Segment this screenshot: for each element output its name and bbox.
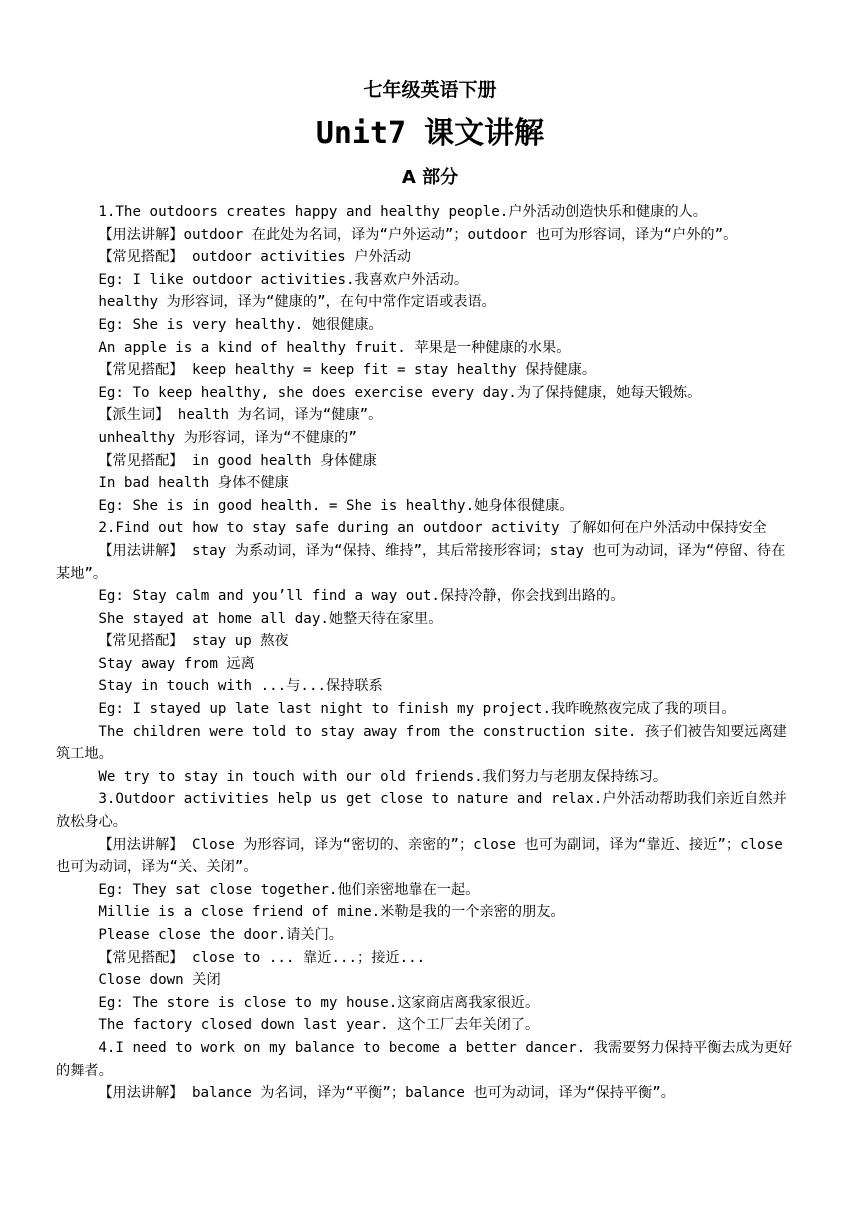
text-line: Eg: She is in good health. = She is healthy.她身体很健康。 bbox=[98, 497, 574, 514]
grade-heading: 七年级英语下册 bbox=[363, 79, 497, 101]
text-line: Millie is a close friend of mine.米勒是我的一个亲密的朋友。 bbox=[98, 904, 565, 921]
page-title: Unit7 课文讲解 bbox=[315, 116, 545, 151]
text-line: Eg: To keep healthy, she does exercise every day.为了保持健康，她每天锻炼。 bbox=[98, 384, 702, 401]
section-heading: A 部分 bbox=[401, 167, 459, 188]
text-line: She stayed at home all day.她整天待在家里。 bbox=[98, 610, 443, 627]
text-line: 【用法讲解】 balance 为名词，译为“平衡”；balance 也可为动词，译为“保持平衡”。 bbox=[98, 1085, 675, 1102]
text-line: 2.Find out how to stay safe during an outdoor activity 了解如何在户外活动中保持安全 bbox=[98, 520, 767, 537]
text-line: The children were told to stay away from the construction site. 孩子们被告知要远离建筑工地。 bbox=[56, 723, 787, 763]
text-line: 【常见搭配】 outdoor activities 户外活动 bbox=[98, 249, 412, 266]
text-line: Eg: I like outdoor activities.我喜欢户外活动。 bbox=[98, 271, 469, 288]
text-line: We try to stay in touch with our old friends.我们努力与老朋友保持练习。 bbox=[98, 768, 668, 785]
text-line: 【常见搭配】 close to ... 靠近...；接近... bbox=[98, 949, 426, 966]
text-line: An apple is a kind of healthy fruit. 苹果是一种健康的水果。 bbox=[98, 339, 571, 356]
text-line: 1.The outdoors creates happy and healthy people.户外活动创造快乐和健康的人。 bbox=[98, 204, 707, 220]
text-line: 3.Outdoor activities help us get close to nature and relax.户外活动帮助我们亲近自然并放松身心。 bbox=[56, 791, 787, 831]
document-body bbox=[56, 201, 798, 1105]
text-line: Close down 关闭 bbox=[98, 972, 221, 989]
text-line: 【常见搭配】 stay up 熬夜 bbox=[98, 633, 289, 650]
text-line: unhealthy 为形容词，译为“不健康的” bbox=[98, 429, 357, 446]
text-line: Eg: Stay calm and you’ll find a way out.保持冷静，你会找到出路的。 bbox=[98, 588, 625, 605]
text-line: The factory closed down last year. 这个工厂去年关闭了。 bbox=[98, 1017, 540, 1034]
text-line: 【用法讲解】 stay 为系动词，译为“保持、维持”，其后常接形容词；stay 也可为动词，译为“停留、待在某地”。 bbox=[56, 542, 786, 582]
text-line: 【用法讲解】 Close 为形容词，译为“密切的、亲密的”；close 也可为副词，译为“靠近、接近”；close 也可为动词，译为“关、关闭”。 bbox=[56, 836, 783, 876]
text-line: Eg: The store is close to my house.这家商店离我家很近。 bbox=[98, 994, 540, 1011]
text-line: 【用法讲解】outdoor 在此处为名词，译为“户外运动”；outdoor 也可为形容词，译为“户外的”。 bbox=[98, 226, 738, 243]
text-line: 【常见搭配】 in good health 身体健康 bbox=[98, 452, 377, 469]
text-line: In bad health 身体不健康 bbox=[98, 475, 289, 492]
text-line: Please close the door.请关门。 bbox=[98, 927, 343, 943]
text-line: healthy 为形容词，译为“健康的”，在句中常作定语或表语。 bbox=[98, 294, 496, 311]
text-line: Eg: I stayed up late last night to finish my project.我昨晚熬夜完成了我的项目。 bbox=[98, 701, 736, 718]
text-line: 【派生词】 health 为名词，译为“健康”。 bbox=[98, 407, 383, 424]
text-line: Stay away from 远离 bbox=[98, 655, 255, 672]
text-line: 4.I need to work on my balance to become a better dancer. 我需要努力保持平衡去成为更好的舞者。 bbox=[56, 1039, 793, 1079]
text-line: Eg: She is very healthy. 她很健康。 bbox=[98, 316, 383, 333]
text-line: 【常见搭配】 keep healthy = keep fit = stay healthy 保持健康。 bbox=[98, 362, 597, 379]
text-line: Stay in touch with ...与...保持联系 bbox=[98, 678, 383, 695]
text-line: Eg: They sat close together.他们亲密地靠在一起。 bbox=[98, 881, 480, 898]
